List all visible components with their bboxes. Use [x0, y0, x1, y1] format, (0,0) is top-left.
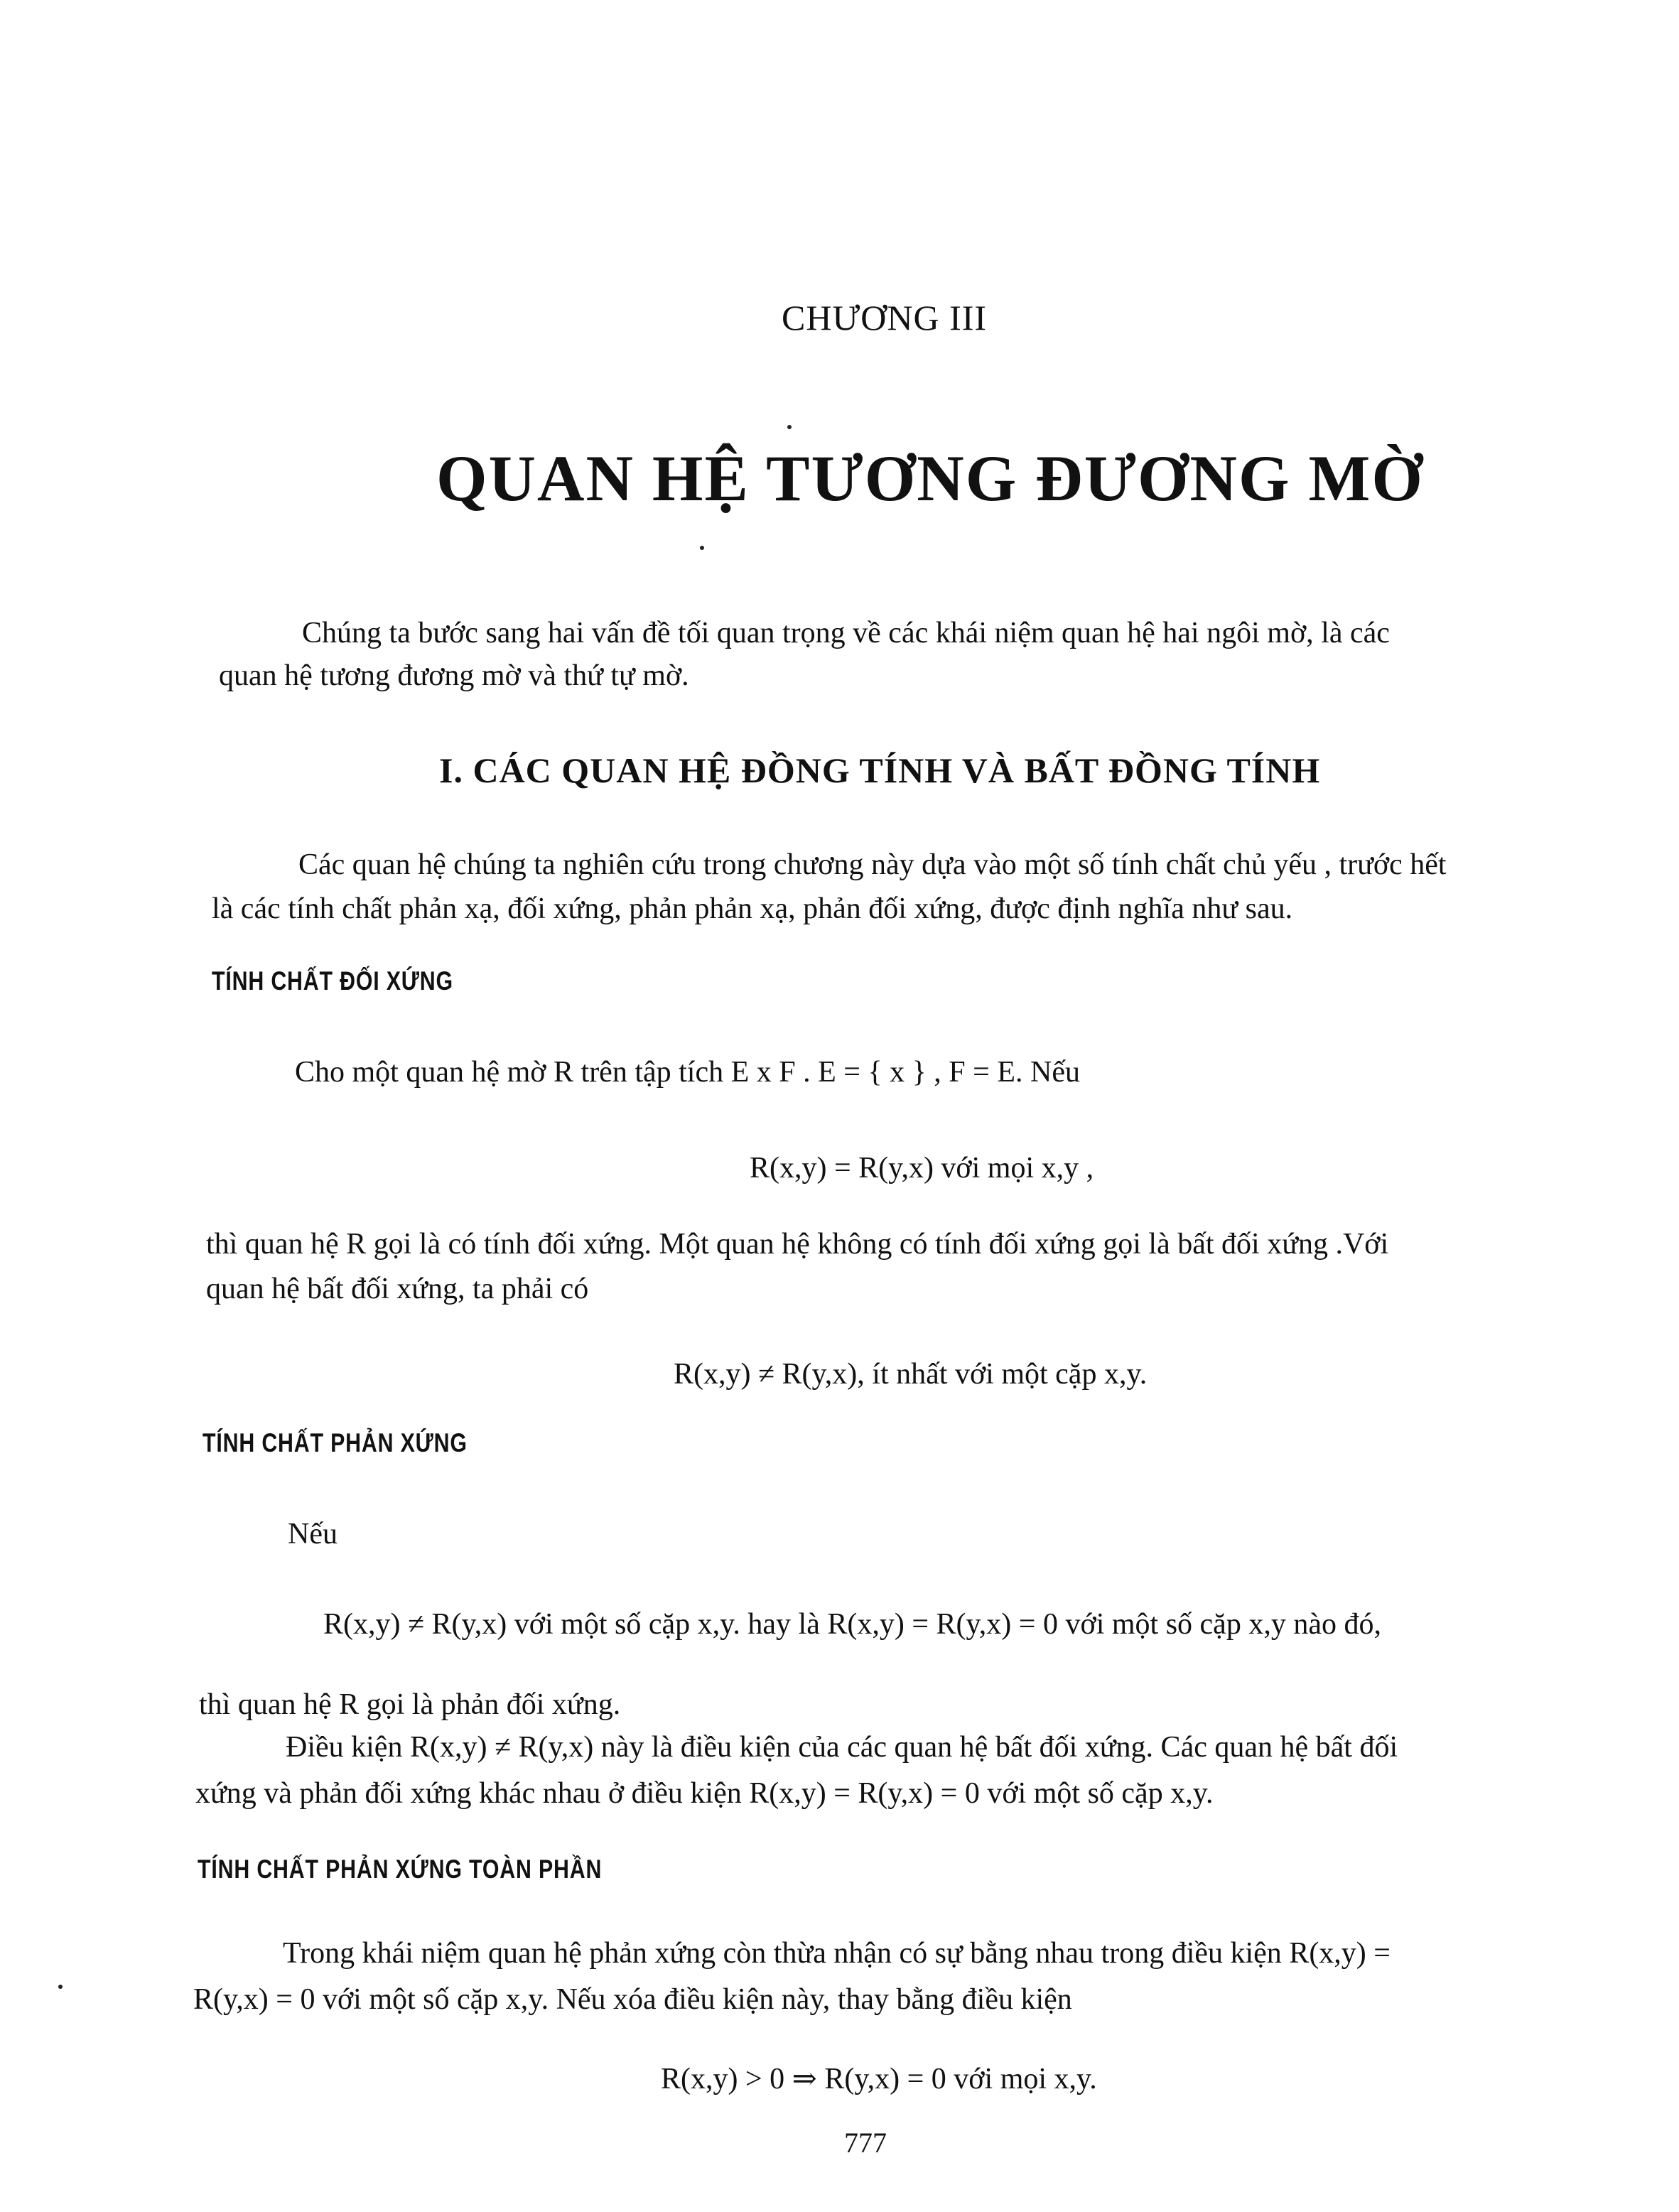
antisymmetry-if: Nếu	[288, 1518, 338, 1550]
total-antisymmetry-line-2: R(y,x) = 0 với một số cặp x,y. Nếu xóa điều kiện này, thay bằng điều kiện	[193, 1983, 1072, 2016]
scan-speck	[787, 425, 792, 429]
chapter-label: CHƯƠNG III	[782, 298, 988, 338]
symmetry-heading: TÍNH CHẤT ĐỐI XỨNG	[212, 966, 453, 996]
antisymmetry-heading: TÍNH CHẤT PHẢN XỨNG	[203, 1428, 468, 1457]
section-line-1: Các quan hệ chúng ta nghiên cứu trong chương này dựa vào một số tính chất chủ yếu , trước hết	[298, 848, 1447, 881]
scan-speck	[700, 546, 704, 550]
total-antisymmetry-line-1: Trong khái niệm quan hệ phản xứng còn thừa nhận có sự bằng nhau trong điều kiện R(x,y) =	[283, 1937, 1391, 1970]
antisymmetry-line-3: xứng và phản đối xứng khác nhau ở điều kiện R(x,y) = R(y,x) = 0 với một số cặp x,y.	[195, 1777, 1214, 1810]
antisymmetry-line-1: thì quan hệ R gọi là phản đối xứng.	[199, 1688, 621, 1721]
total-antisymmetry-formula: R(x,y) > 0 ⇒ R(y,x) = 0 với mọi x,y.	[661, 2063, 1097, 2095]
symmetry-formula-1: R(x,y) = R(y,x) với mọi x,y ,	[750, 1152, 1094, 1185]
symmetry-line-2: thì quan hệ R gọi là có tính đối xứng. Một quan hệ không có tính đối xứng gọi là bất đối xứng .Với	[206, 1228, 1389, 1261]
total-antisymmetry-heading: TÍNH CHẤT PHẢN XỨNG TOÀN PHẦN	[198, 1855, 603, 1884]
intro-line-1: Chúng ta bước sang hai vấn đề tối quan trọng về các khái niệm quan hệ hai ngôi mờ, là các	[302, 617, 1390, 649]
symmetry-line-1: Cho một quan hệ mờ R trên tập tích E x F . E = { x } , F = E. Nếu	[295, 1056, 1080, 1089]
symmetry-line-3: quan hệ bất đối xứng, ta phải có	[206, 1273, 589, 1305]
antisymmetry-line-2: Điều kiện R(x,y) ≠ R(y,x) này là điều kiện của các quan hệ bất đối xứng. Các quan hệ bất đối	[286, 1731, 1398, 1764]
page-number: 777	[844, 2127, 887, 2159]
antisymmetry-formula: R(x,y) ≠ R(y,x) với một số cặp x,y. hay là R(x,y) = R(y,x) = 0 với một số cặp x,y nào đó,	[323, 1608, 1381, 1641]
chapter-title: QUAN HỆ TƯƠNG ĐƯƠNG MỜ	[436, 442, 1424, 514]
intro-line-2: quan hệ tương đương mờ và thứ tự mờ.	[219, 659, 689, 692]
section-line-2: là các tính chất phản xạ, đối xứng, phản phản xạ, phản đối xứng, được định nghĩa như sau.	[212, 892, 1293, 925]
scan-speck	[58, 1985, 63, 1989]
symmetry-formula-2: R(x,y) ≠ R(y,x), ít nhất với một cặp x,y.	[674, 1358, 1148, 1391]
section-title: I. CÁC QUAN HỆ ĐỒNG TÍNH VÀ BẤT ĐỒNG TÍNH	[439, 750, 1321, 790]
